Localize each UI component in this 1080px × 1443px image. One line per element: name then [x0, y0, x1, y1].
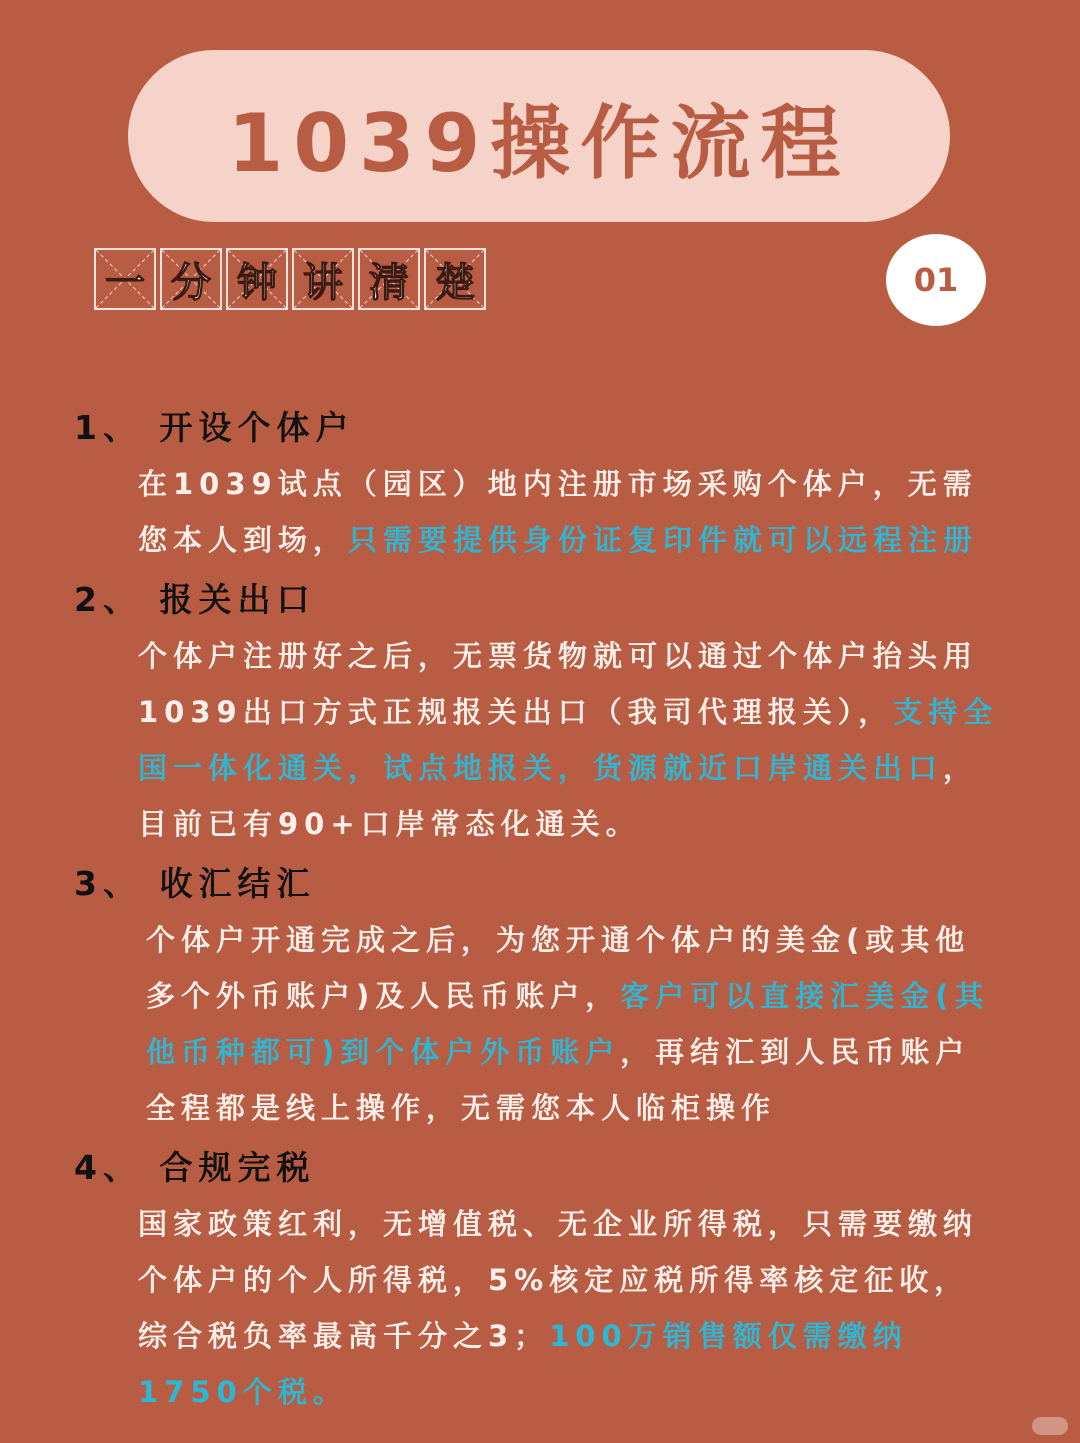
paragraph-text: 个体户注册好之后，无票货物就可以通过个体户抬头用1039出口方式正规报关出口（我司代理报关），: [138, 639, 979, 729]
paragraph-text: 个体户开通完成之后，为您开通个体户的美金(或其他多个外币账户)及人民币账户，: [146, 923, 971, 1013]
grid-char: 讲: [303, 259, 343, 306]
grid-cell: [358, 248, 420, 310]
paragraph-text: ，目前已有90+口岸常态化通关。: [138, 751, 979, 841]
section-heading: 2、 报关出口: [74, 580, 316, 619]
grid-cell: [160, 248, 222, 310]
section-forex-settlement: [74, 856, 1004, 1136]
grid-char: 钟: [237, 259, 277, 306]
grid-char: 一: [105, 259, 145, 306]
page-number-badge: [886, 234, 986, 326]
grid-char: 清: [369, 259, 409, 306]
section-heading: 4、 合规完税: [74, 1148, 316, 1187]
content-area: [74, 400, 1004, 1424]
section-paragraph: [74, 912, 1004, 1136]
badge-label: 01: [913, 261, 959, 299]
paragraph-text: 国家政策红利，无增值税、无企业所得税，只需要缴纳个体户的个人所得税，5%核定应税所得率核定征收，综合税负率最高千分之3；: [138, 1207, 979, 1353]
page-title: 1039操作流程: [227, 96, 851, 190]
section-paragraph: [74, 1196, 1004, 1420]
paragraph-text: 在1039试点（园区）地内注册市场采购个体户，无需您本人到场，: [138, 467, 978, 557]
watermark-logo: [1032, 1417, 1068, 1435]
title-banner: [128, 50, 950, 222]
section-tax-compliance: [74, 1140, 1004, 1420]
grid-cell: [226, 248, 288, 310]
highlight-text: 客户可以直接汇美金(其他币种都可)到个体户外币账户: [146, 979, 990, 1069]
grid-cell: [292, 248, 354, 310]
section-heading: 1、 开设个体户: [74, 408, 355, 447]
section-open-account: [74, 400, 1004, 568]
grid-char: 楚: [435, 259, 475, 306]
section-paragraph: [74, 456, 1004, 568]
highlight-text: 只需要提供身份证复印件就可以远程注册: [348, 523, 979, 557]
grid-cell: [424, 248, 486, 310]
grid-cell: [94, 248, 156, 310]
section-heading: 3、 收汇结汇: [74, 864, 316, 903]
subtitle-grid: [94, 248, 486, 310]
grid-char: 分: [171, 259, 211, 306]
section-customs-export: [74, 572, 1004, 852]
highlight-text: 支持全国一体化通关，试点地报关，货源就近口岸通关出口: [138, 695, 999, 785]
paragraph-text: ，再结汇到人民币账户全程都是线上操作，无需您本人临柜操作: [146, 1035, 971, 1125]
section-paragraph: [74, 628, 1004, 852]
highlight-text: 100万销售额仅需缴纳1750个税。: [138, 1319, 908, 1409]
